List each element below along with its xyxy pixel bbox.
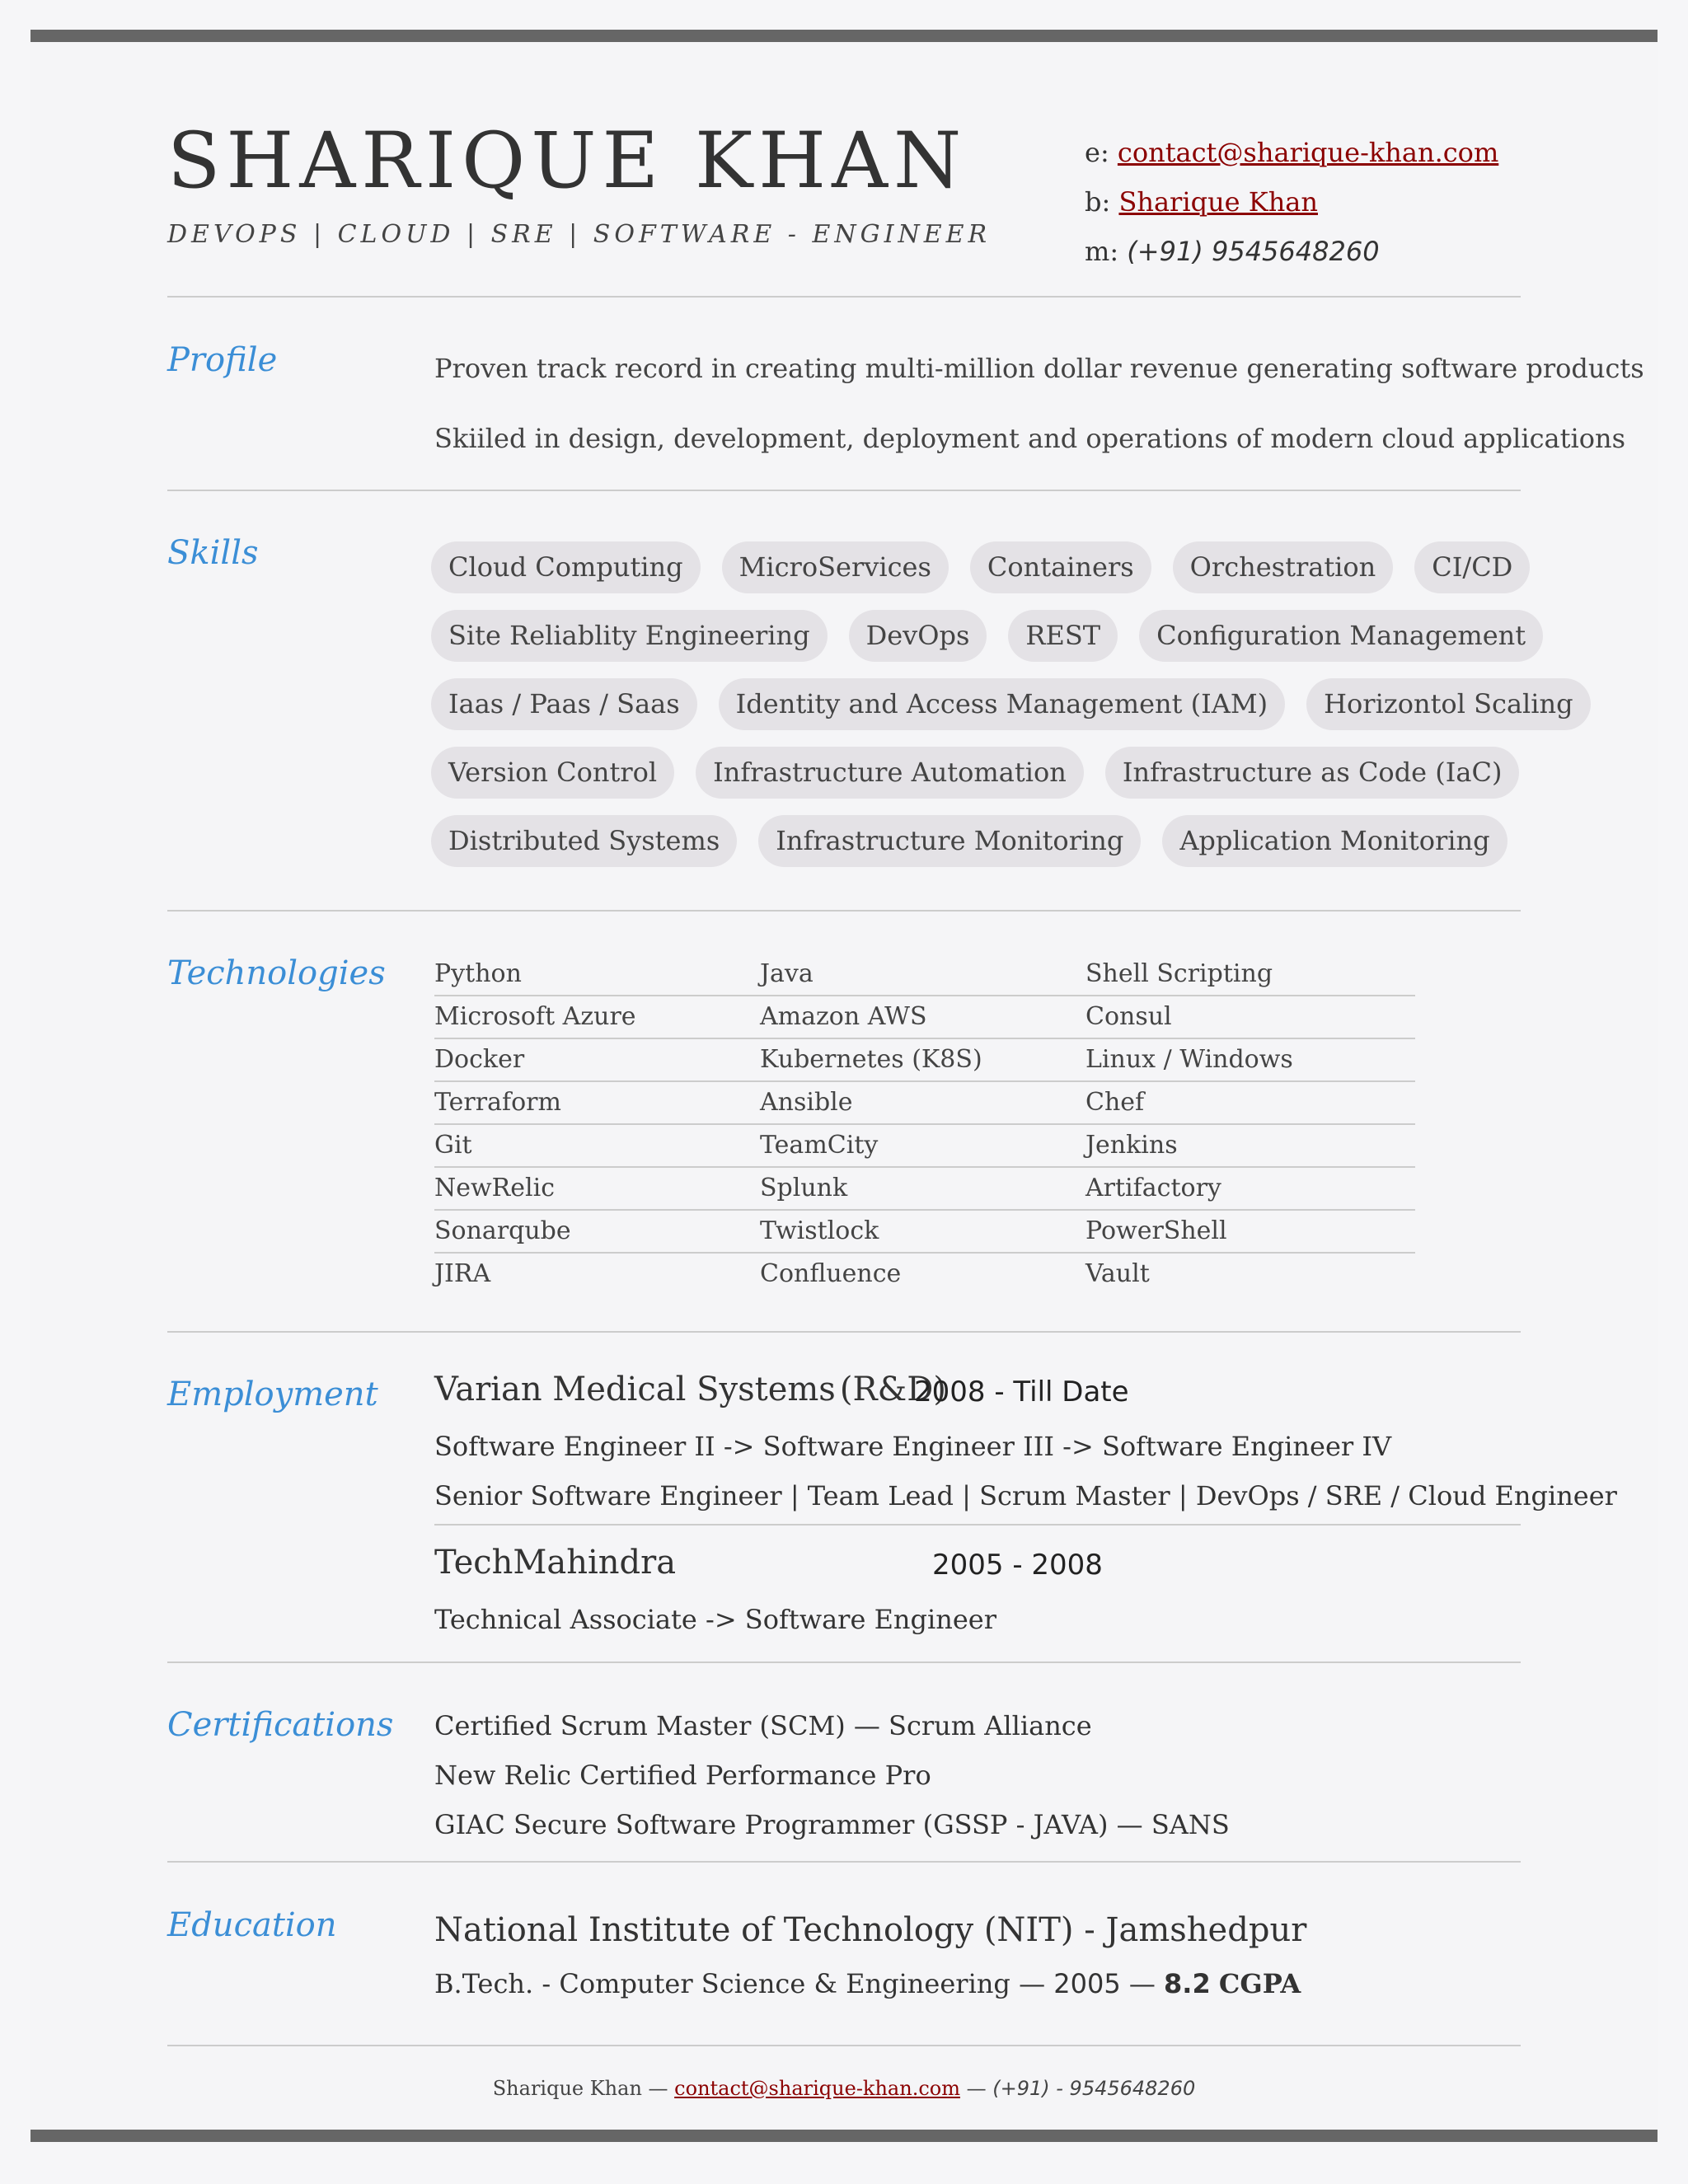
- footer-phone: (+91) - 9545648260: [992, 2077, 1196, 2100]
- tech-cell: Artifactory: [1085, 1174, 1221, 1202]
- skill-tag: DevOps: [849, 610, 987, 662]
- divider: [167, 490, 1521, 491]
- tech-cell: Confluence: [760, 1259, 902, 1288]
- skill-tag: Distributed Systems: [431, 815, 737, 867]
- employment-list: [434, 1371, 1617, 1644]
- skill-tag: Infrastructure Automation: [696, 747, 1084, 799]
- gpa-unit: CGPA: [1218, 1968, 1301, 1999]
- tech-cell: Splunk: [760, 1174, 848, 1202]
- skill-tag: Application Monitoring: [1162, 815, 1507, 867]
- tech-cell: Shell Scripting: [1085, 959, 1273, 988]
- skills-list: [431, 541, 1573, 883]
- job-header: [434, 1371, 1521, 1422]
- contact-block: [1085, 128, 1498, 276]
- divider: [167, 2045, 1521, 2046]
- tech-cell: Linux / Windows: [1085, 1045, 1293, 1074]
- tech-cell: Consul: [1085, 1002, 1172, 1031]
- skill-tag: REST: [1008, 610, 1118, 662]
- skill-tag: Infrastructure Monitoring: [758, 815, 1141, 867]
- job-dates: 2008 - Till Date: [914, 1376, 1129, 1408]
- profile-heading: Profile: [167, 341, 278, 379]
- job-dates: 2005 - 2008: [932, 1549, 1103, 1582]
- skill-row: [431, 815, 1527, 867]
- tech-cell: Terraform: [434, 1088, 561, 1117]
- blog-row: [1085, 177, 1498, 227]
- job-header: [434, 1544, 1521, 1595]
- footer-separator: —: [966, 2077, 987, 2100]
- tech-cell: Sonarqube: [434, 1216, 571, 1245]
- tech-row: [434, 1254, 1415, 1295]
- certification-item: GIAC Secure Software Programmer (GSSP - JAVA) — SANS: [434, 1809, 1230, 1840]
- education-body: [434, 1903, 1306, 2010]
- skill-tag: Containers: [970, 541, 1151, 593]
- job-division: (R&D): [839, 1371, 946, 1408]
- blog-label: b:: [1085, 186, 1111, 218]
- divider: [167, 1861, 1521, 1863]
- tech-row: [434, 954, 1415, 996]
- tech-row: [434, 1168, 1415, 1211]
- gpa-value: 8.2: [1164, 1968, 1211, 1999]
- divider: [167, 1331, 1521, 1333]
- tech-row: [434, 996, 1415, 1039]
- skill-row: [431, 678, 1573, 730]
- skill-tag: Version Control: [431, 747, 674, 799]
- mobile-row: [1085, 227, 1498, 276]
- skill-tag: CI/CD: [1414, 541, 1530, 593]
- profile-line: Skiiled in design, development, deployment and operations of modern cloud applications: [434, 423, 1626, 454]
- profile-line: Proven track record in creating multi-million dollar revenue generating software products: [434, 353, 1644, 384]
- tech-cell: Ansible: [760, 1088, 853, 1117]
- tech-cell: Python: [434, 959, 522, 988]
- top-bar: [30, 30, 1658, 42]
- tech-cell: Java: [760, 959, 814, 988]
- degree: B.Tech. - Computer Science & Engineering —: [434, 1968, 1046, 1999]
- tech-cell: Git: [434, 1131, 472, 1160]
- job-line: Senior Software Engineer | Team Lead | Scrum Master | DevOps / SRE / Cloud Engineer: [434, 1480, 1617, 1511]
- tech-cell: Jenkins: [1085, 1131, 1178, 1160]
- certifications-heading: Certifications: [167, 1706, 394, 1744]
- tech-cell: NewRelic: [434, 1174, 556, 1202]
- tech-row: [434, 1125, 1415, 1168]
- job-company: TechMahindra: [434, 1544, 677, 1582]
- technologies-table: [434, 954, 1415, 1295]
- skill-tag: Site Reliablity Engineering: [431, 610, 828, 662]
- job-divider: [434, 1524, 1521, 1526]
- job-line: Technical Associate -> Software Engineer: [434, 1604, 997, 1635]
- tech-row: [434, 1211, 1415, 1254]
- tech-row: [434, 1082, 1415, 1125]
- mobile-label: m:: [1085, 236, 1119, 267]
- tech-cell: Amazon AWS: [760, 1002, 927, 1031]
- bottom-bar: [30, 2130, 1658, 2142]
- email-link[interactable]: contact@sharique-khan.com: [1117, 137, 1499, 168]
- skill-row: [431, 610, 1527, 662]
- divider: [167, 910, 1521, 912]
- skill-tag: MicroServices: [722, 541, 949, 593]
- footer-name: Sharique Khan —: [492, 2077, 668, 2100]
- blog-link[interactable]: Sharique Khan: [1118, 186, 1318, 218]
- email-label: e:: [1085, 137, 1109, 168]
- education-heading: Education: [167, 1906, 337, 1944]
- skill-row: [431, 747, 1527, 799]
- graduation-year: 2005: [1053, 1968, 1121, 1999]
- skills-heading: Skills: [167, 534, 259, 572]
- certification-item: New Relic Certified Performance Pro: [434, 1760, 931, 1791]
- tech-cell: Vault: [1085, 1259, 1150, 1288]
- skill-tag: Cloud Computing: [431, 541, 701, 593]
- footer: [0, 2077, 1688, 2100]
- technologies-heading: Technologies: [167, 954, 386, 992]
- job-line: Software Engineer II -> Software Engineer III -> Software Engineer IV: [434, 1431, 1392, 1462]
- tech-cell: Twistlock: [760, 1216, 879, 1245]
- certifications-list: [434, 1701, 1230, 1849]
- divider: [167, 1661, 1521, 1663]
- skill-tag: Configuration Management: [1139, 610, 1543, 662]
- tech-cell: PowerShell: [1085, 1216, 1227, 1245]
- certification-item: Certified Scrum Master (SCM) — Scrum Alliance: [434, 1710, 1092, 1741]
- job-company: Varian Medical Systems: [434, 1371, 836, 1408]
- email-row: [1085, 128, 1498, 177]
- footer-email-link[interactable]: contact@sharique-khan.com: [674, 2077, 960, 2100]
- tech-cell: Docker: [434, 1045, 525, 1074]
- tech-cell: Chef: [1085, 1088, 1145, 1117]
- tech-cell: TeamCity: [760, 1131, 879, 1160]
- skill-tag: Horizontol Scaling: [1306, 678, 1590, 730]
- skill-tag: Orchestration: [1173, 541, 1394, 593]
- tech-row: [434, 1039, 1415, 1082]
- tech-cell: Kubernetes (K8S): [760, 1045, 982, 1074]
- profile-body: [434, 334, 1644, 474]
- separator: —: [1128, 1968, 1156, 1999]
- institution: National Institute of Technology (NIT) - Jamshedpur: [434, 1911, 1307, 1949]
- resume-page: [30, 42, 1658, 2130]
- skill-tag: Iaas / Paas / Saas: [431, 678, 697, 730]
- tagline: DEVOPS | CLOUD | SRE | SOFTWARE - ENGINEER: [167, 220, 992, 249]
- candidate-name: SHARIQUE KHAN: [167, 116, 968, 206]
- skill-tag: Identity and Access Management (IAM): [719, 678, 1285, 730]
- tech-cell: JIRA: [434, 1259, 491, 1288]
- mobile-number: (+91) 9545648260: [1127, 236, 1380, 267]
- skill-row: [431, 541, 1527, 593]
- degree-line: [434, 1957, 1306, 2010]
- skill-tag: Infrastructure as Code (IaC): [1105, 747, 1520, 799]
- employment-heading: Employment: [167, 1376, 378, 1413]
- divider: [167, 296, 1521, 298]
- tech-cell: Microsoft Azure: [434, 1002, 636, 1031]
